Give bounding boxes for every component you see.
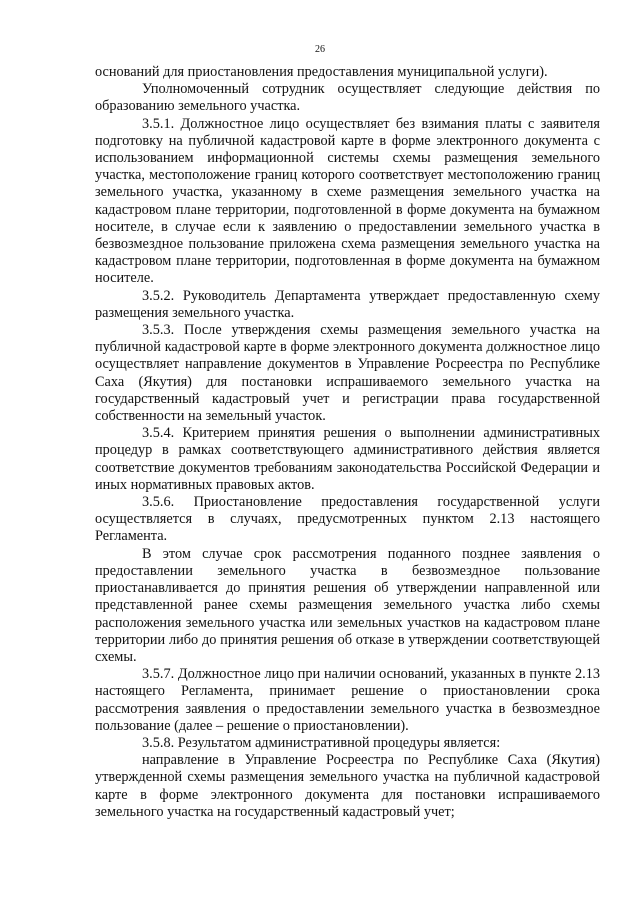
paragraph-intro: Уполномоченный сотрудник осуществляет следующие действия по образованию земельного участка. [95, 81, 600, 115]
paragraph-suspension-term: В этом случае срок рассмотрения поданного позднее заявления о предоставлении земельного участка в безвозмездное пользование приостанавливается до принятия решения об утверждении направленной или представленной ранее схемы размещения земельного участка либо схемы расположения земельного участка или земельных участков на кадастровом плане территории либо до принятия решения об отказе в утверждении соответствующей схемы. [95, 545, 600, 665]
body-text [95, 64, 600, 821]
paragraph-continuation: оснований для приостановления предоставления муниципальной услуги). [95, 64, 548, 80]
paragraph-3-5-3: 3.5.3. После утверждения схемы размещения земельного участка на публичной кадастровой карте в форме электронного документа должностное лицо осуществляет направление документов в Управление Росреестра по Республике Саха (Якутия) для постановки испрашиваемого земельного участка на государственный кадастровый учет и регистрации права государственной собственности на земельный участок. [95, 322, 600, 425]
paragraph-3-5-1: 3.5.1. Должностное лицо осуществляет без взимания платы с заявителя подготовку на публичной кадастровой карте в форме электронного документа с использованием информационной системы схемы размещения земельного участка, местоположение границ которого соответствует местоположению границ земельного участка, указанному в схеме размещения земельного участка на кадастровом плане территории, подготовленной в форме документа на бумажном носителе, в случае если к заявлению о предоставлении земельного участка в безвозмездное пользование приложена схема размещения земельного участка на кадастровом плане территории, подготовленная в форме документа на бумажном носителе. [95, 115, 600, 287]
page-number: 26 [315, 44, 325, 55]
paragraph-result-item: направление в Управление Росреестра по Республике Саха (Якутия) утвержденной схемы размещения земельного участка на публичной кадастровой карте в форме электронного документа для постановки испрашиваемого земельного участка на государственный кадастровый учет; [95, 752, 600, 820]
paragraph-3-5-4: 3.5.4. Критерием принятия решения о выполнении административных процедур в рамках соответствующего административного действия является соответствие документов требованиям законодательства Российской Федерации и иных нормативных правовых актов. [95, 425, 600, 493]
paragraph-3-5-2: 3.5.2. Руководитель Департамента утверждает предоставленную схему размещения земельного участка. [95, 287, 600, 321]
paragraph-3-5-8: 3.5.8. Результатом административной процедуры является: [142, 734, 501, 751]
paragraph-3-5-7: 3.5.7. Должностное лицо при наличии оснований, указанных в пункте 2.13 настоящего Регламента, принимает решение о приостановлении срока рассмотрения заявления о предоставлении земельного участка в безвозмездное пользование (далее – решение о приостановлении). [95, 666, 600, 734]
paragraph-3-5-6: 3.5.6. Приостановление предоставления государственной услуги осуществляется в случаях, предусмотренных пунктом 2.13 настоящего Регламента. [95, 494, 600, 545]
